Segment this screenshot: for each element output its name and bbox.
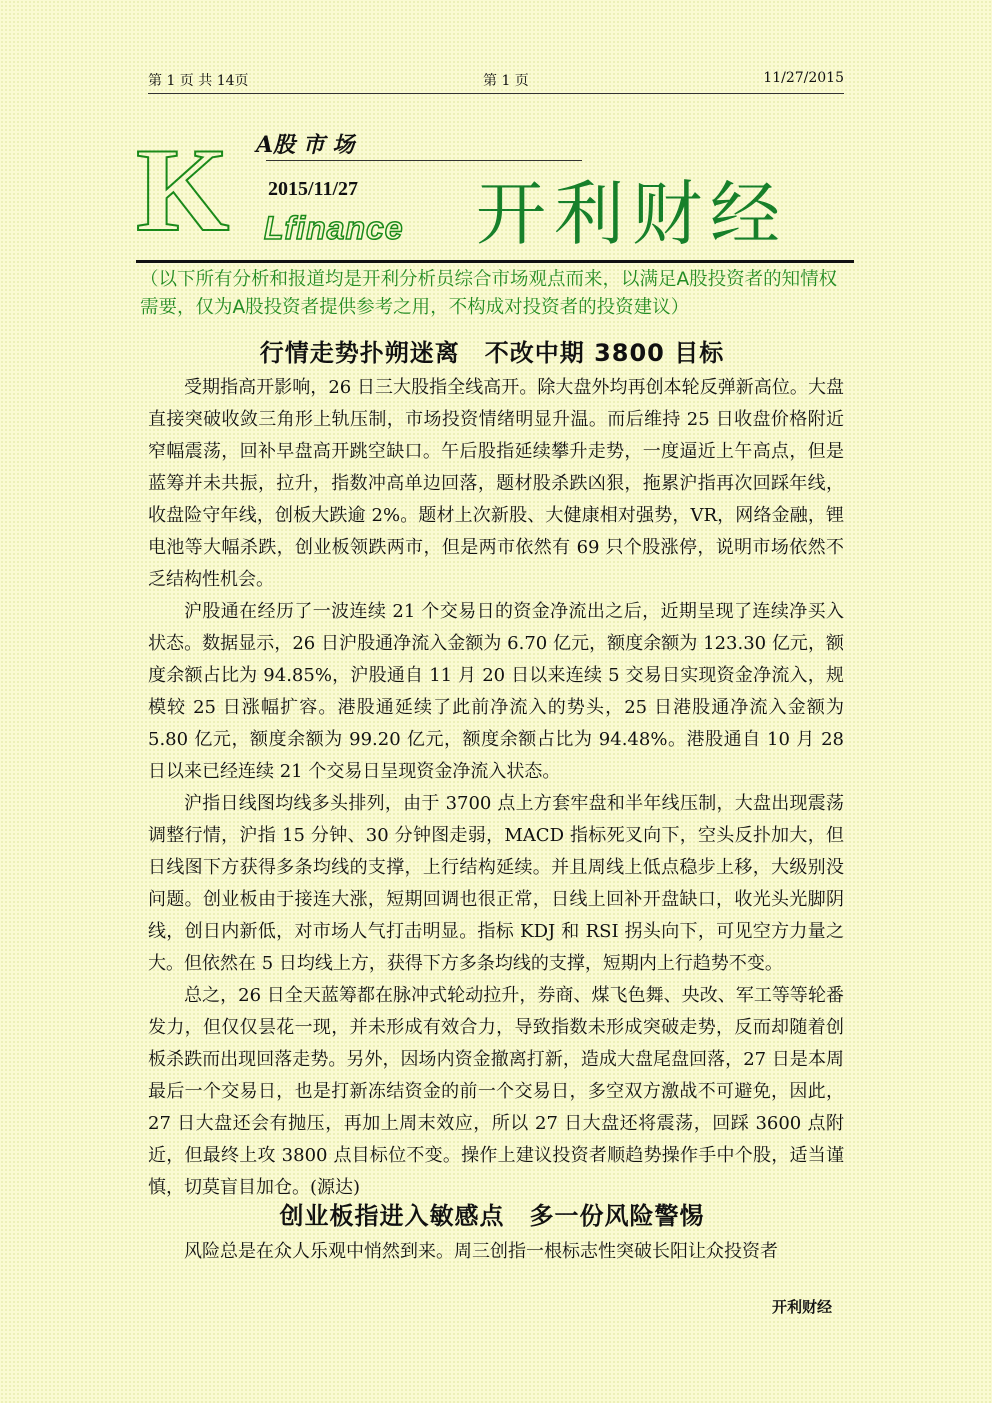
footer-brand: 开利财经 xyxy=(772,1298,833,1316)
logo-date: 2015/11/27 xyxy=(268,178,359,200)
logo-finance-text: Lfinance xyxy=(264,210,404,246)
article1-paragraph: 沪股通在经历了一波连续 21 个交易日的资金净流出之后，近期呈现了连续净买入状态。数据显示，26 日沪股通净流入金额为 6.70 亿元，额度余额为 123.30 亿元，额度余额占比为 94.85%，沪股通自 11 月 20 日以来连续 5 交易日实现资金净流入，规模较 25 日涨幅扩容。港股通延续了此前净流入的势头，25 日港股通净流入金额为 5.80 亿元，额度余额为 99.20 亿元，额度余额占比为 94.48%。港股通自 10 月 28 日以来已经连续 21 个交易日呈现资金净流入状态。 xyxy=(148,601,844,782)
article2-headline: 创业板指进入敏感点 多一份风险警惕 xyxy=(279,1202,705,1230)
logo-letter: K xyxy=(136,123,230,256)
article1-paragraph: 受期指高开影响，26 日三大股指全线高开。除大盘外均再创本轮反弹新高位。大盘直接突破收敛三角形上轨压制，市场投资情绪明显升温。而后维持 25 日收盘价格附近窄幅震荡，回补早盘高开跳空缺口。午后股指延续攀升走势，一度逼近上午高点，但是蓝筹并未共振，拉升，指数冲高单边回落，题材股杀跌凶狠，拖累沪指再次回踩年线，收盘险守年线，创板大跌逾 2%。题材上次新股、大健康相对强势，VR，网络金融，锂电池等大幅杀跌，创业板领跌两市，但是两市依然有 69 只个股涨停，说明市场依然不乏结构性机会。 xyxy=(148,377,844,590)
disclaimer: （以下所有分析和报道均是开利分析员综合市场观点而来，以满足A股投资者的知情权需要，仅为A股投资者提供参考之用，不构成对投资者的投资建议） xyxy=(140,269,838,318)
page-number: 第 1 页 xyxy=(483,73,529,89)
title-divider xyxy=(136,260,854,263)
article1-paragraph: 沪指日线图均线多头排列，由于 3700 点上方套牢盘和半年线压制，大盘出现震荡调整行情，沪指 15 分钟、30 分钟图走弱，MACD 指标死叉向下，空头反扑加大，但日线图下方获得多条均线的支撑，上行结构延续。并且周线上低点稳步上移，大级别没问题。创业板由于接连大涨，短期回调也很正常，日线上回补开盘缺口，收光头光脚阴线，创日内新低，对市场人气打击明显。指标 KDJ 和 RSI 拐头向下，可见空方力量之大。但依然在 5 日均线上方，获得下方多条均线的支撑，短期内上行趋势不变。 xyxy=(148,793,844,974)
logo-market-label: A股 市 场 xyxy=(256,132,355,158)
page-count: 第 1 页 共 14页 xyxy=(148,73,249,89)
article1-headline: 行情走势扑朔迷离 不改中期 3800 目标 xyxy=(259,339,725,367)
kfinance-logo xyxy=(136,123,456,256)
article2-paragraph: 风险总是在众人乐观中悄然到来。周三创指一根标志性突破长阳让众投资者 xyxy=(184,1241,778,1262)
header-date: 11/27/2015 xyxy=(763,70,844,86)
brand-title: 开利财经 xyxy=(476,173,788,255)
page-header xyxy=(148,70,844,94)
article1-paragraph: 总之，26 日全天蓝筹都在脉冲式轮动拉升，券商、煤飞色舞、央改、军工等等轮番发力，但仅仅昙花一现，并未形成有效合力，导致指数未形成突破走势，反而却随着创板杀跌而出现回落走势。另外，因场内资金撤离打新，造成大盘尾盘回落，27 日是本周最后一个交易日，也是打新冻结资金的前一个交易日，多空双方激战不可避免，因此，27 日大盘还会有抛压，再加上周末效应，所以 27 日大盘还将震荡，回踩 3600 点附近，但最终上攻 3800 点目标位不变。操作上建议投资者顺趋势操作手中个股，适当谨慎，切莫盲目加仓。(源达) xyxy=(148,985,844,1198)
